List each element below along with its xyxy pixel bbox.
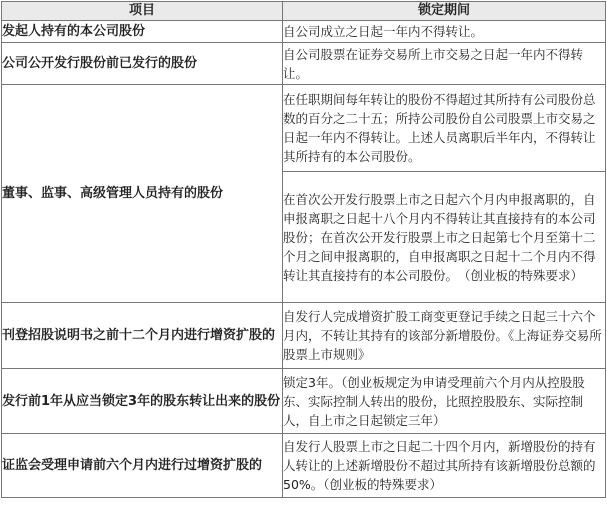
table-row — [2, 43, 606, 85]
row-item-label: 董事、监事、高级管理人员持有的股份 — [2, 85, 283, 303]
row-period-text: 锁定3年。（创业板规定为申请受理前六个月内从控股股东、实际控制人转出的股份，比照控股股东、实际控制人，自上市之日起锁定三年） — [283, 369, 606, 434]
row-item-label: 发起人持有的本公司股份 — [2, 21, 283, 43]
table-row — [2, 303, 606, 369]
row-period-text: 自公司成立之日起一年内不得转让。 — [283, 21, 606, 43]
row-period-text: 在首次公开发行股票上市之日起六个月内申报离职的，自申报离职之日起十八个月内不得转让其直接持有的本公司股份；在首次公开发行股票上市之日起第七个月至第十二个月之间申报离职的，自申报离职之日起十二个月内不得转让其直接持有的本公司股份。 （创业板的特殊要求） — [283, 172, 606, 303]
table-header-row — [2, 2, 606, 21]
row-item-label: 证监会受理申请前六个月内进行过增资扩股的 — [2, 434, 283, 498]
row-period-text: 自发行人股票上市之日起二十四个月内，新增股份的持有人转让的上述新增股份不超过其所持有该新增股份总额的50%。（创业板的特殊要求） — [283, 434, 606, 498]
table-row — [2, 434, 606, 498]
row-period-text: 自发行人完成增资扩股工商变更登记手续之日起三十六个月内，不转让其持有的该部分新增股份。《上海证券交易所股票上市规则》 — [283, 303, 606, 369]
table-row — [2, 21, 606, 43]
header-lock-period: 锁定期间 — [283, 2, 606, 21]
row-period-text: 自公司股票在证券交易所上市交易之日起一年内不得转让。 — [283, 43, 606, 85]
table-row — [2, 369, 606, 434]
row-item-label: 发行前1年从应当锁定3年的股东转让出来的股份 — [2, 369, 283, 434]
table-row — [2, 85, 606, 172]
lockup-table — [1, 1, 606, 498]
lockup-table-container — [1, 1, 606, 498]
header-item: 项目 — [2, 2, 283, 21]
row-period-text: 在任职期间每年转让的股份不得超过其所持有公司股份总数的百分之二十五；所持公司股份自公司股票上市交易之日起一年内不得转让。上述人员离职后半年内，不得转让其所持有的本公司股份。 — [283, 85, 606, 172]
row-item-label: 刊登招股说明书之前十二个月内进行增资扩股的 — [2, 303, 283, 369]
row-item-label: 公司公开发行股份前已发行的股份 — [2, 43, 283, 85]
